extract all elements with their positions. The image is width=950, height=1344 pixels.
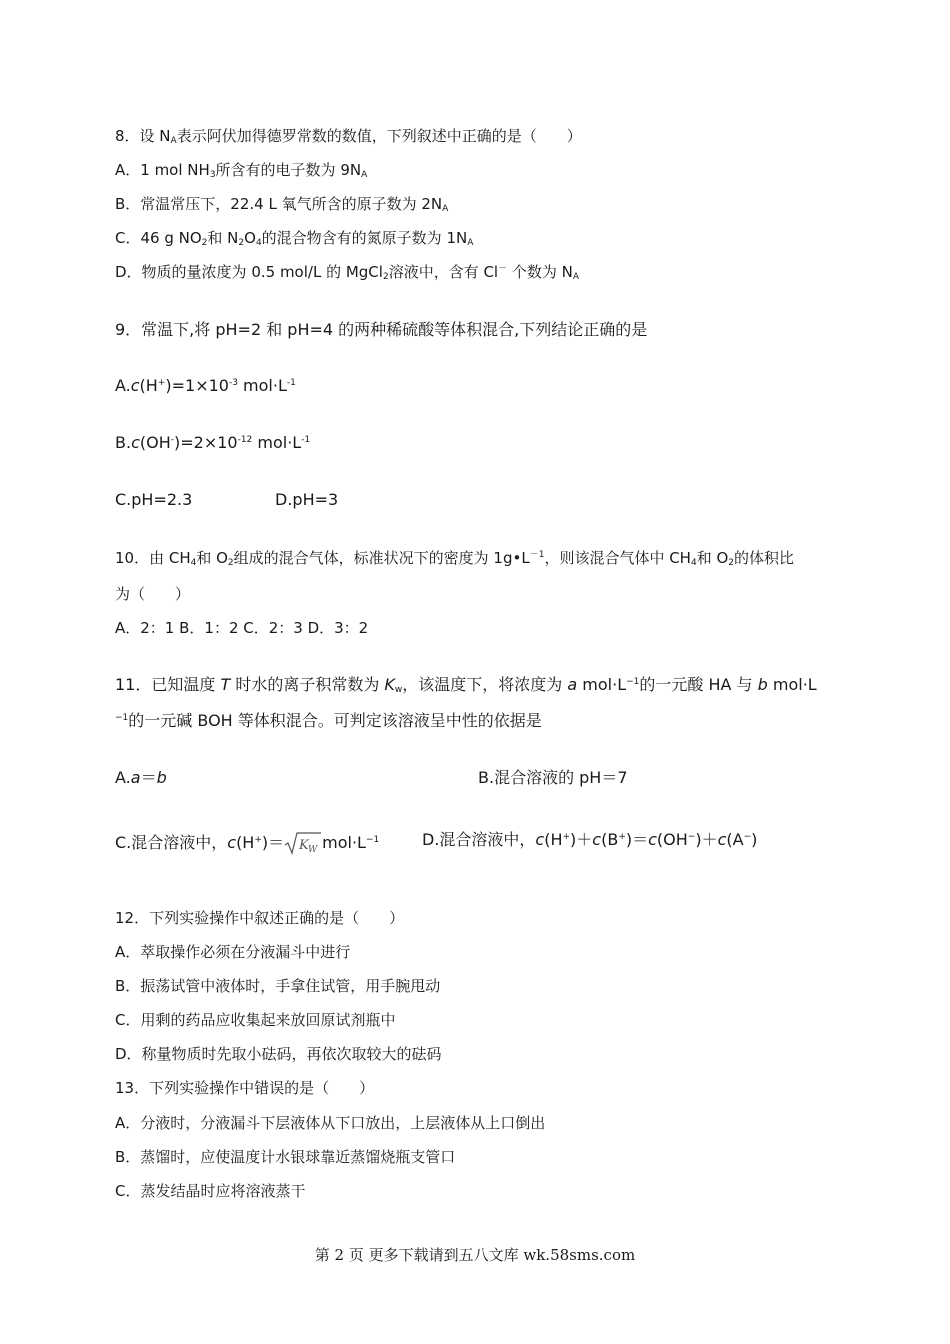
q8-option-d: D．物质的量浓度为 0.5 mol/L 的 MgCl$_2$溶液中，含有 Cl－ 个数为 $N_A$ <box>115 263 580 282</box>
q13-option-c: C．蒸发结晶时应将溶液蒸干 <box>115 1182 306 1200</box>
q11-option-b: B.混合溶液的 pH＝7 <box>478 768 628 787</box>
q8-stem: 8．设 $N_A$表示阿伏加得德罗常数的数值，下列叙述中正确的是（ ） <box>115 127 582 146</box>
q11-stem-line2: $^{-1}$的一元碱 BOH 等体积混合。可判定该溶液呈中性的依据是 <box>115 711 542 730</box>
page-footer: 第 2 页 更多下载请到五八文库 wk.58sms.com <box>314 1246 636 1264</box>
q10-options: A．2：1 B．1：2 C．2：3 D．3：2 <box>115 619 369 637</box>
q9-option-a: $A.c(H^+)=1\times 10^{-3}$ $mol\cdot L^{-1}$ <box>115 376 296 395</box>
q8-option-b: B．常温常压下，22.4 L 氧气所含的原子数为 $2N_A$ <box>115 195 449 214</box>
q13-option-a: A．分液时，分液漏斗下层液体从下口放出，上层液体从上口倒出 <box>115 1114 546 1132</box>
q9-stem: 9．常温下,将 pH=2 和 pH=4 的两种稀硫酸等体积混合,下列结论正确的是 <box>115 320 648 339</box>
q12-option-b: B．振荡试管中液体时，手拿住试管，用手腕甩动 <box>115 977 441 995</box>
q13-option-b: B．蒸馏时，应使温度计水银球靠近蒸馏烧瓶支管口 <box>115 1148 456 1166</box>
sqrt-kw-formula <box>284 830 322 856</box>
q8-option-c: C．46 g $NO_2$和 $N_2O_4$的混合物含有的氮原子数为 $1N_A$ <box>115 229 474 248</box>
q12-stem: 12．下列实验操作中叙述正确的是（ ） <box>115 909 405 927</box>
q12-option-c: C．用剩的药品应收集起来放回原试剂瓶中 <box>115 1011 396 1029</box>
q9-option-c: C.pH=2.3 <box>115 490 193 509</box>
svg-text:K: K <box>299 838 309 853</box>
q12-option-d: D．称量物质时先取小砝码，再依次取较大的砝码 <box>115 1045 442 1063</box>
q9-option-d: D.pH=3 <box>275 490 339 509</box>
q11-option-a: A.a＝b <box>115 768 167 787</box>
q12-option-a: A．萃取操作必须在分液漏斗中进行 <box>115 943 351 961</box>
q10-stem-line2: 为（ ） <box>115 585 191 603</box>
q8-option-a: A．1 mol $NH_3$所含有的电子数为 $9N_A$ <box>115 161 368 180</box>
q13-stem: 13．下列实验操作中错误的是（ ） <box>115 1079 375 1097</box>
q11-option-c: C.混合溶液中，c(H+)＝ K W $mol\cdot L^{-1}$ <box>115 830 379 856</box>
q9-option-b: $B.c(OH^-)=2\times 10^{-12}$ $mol\cdot L^{-1}$ <box>115 433 311 452</box>
svg-text:W: W <box>308 845 318 855</box>
q11-option-d: D.混合溶液中，c(H+)＋c(B+)＝c(OH−)＋c(A−) <box>422 830 758 849</box>
q11-stem: 11．已知温度 T 时水的离子积常数为 $K_w$，该温度下，将浓度为 a $mol\cdot L^{-1}$的一元酸 HA 与 b mol·L <box>115 675 817 695</box>
q10-stem: 10．由 $CH_4$和 $O_2$组成的混合气体，标准状况下的密度为 $1g•L^{-1}$，则该混合气体中 $CH_4$和 $O_2$的体积比 <box>115 549 795 568</box>
